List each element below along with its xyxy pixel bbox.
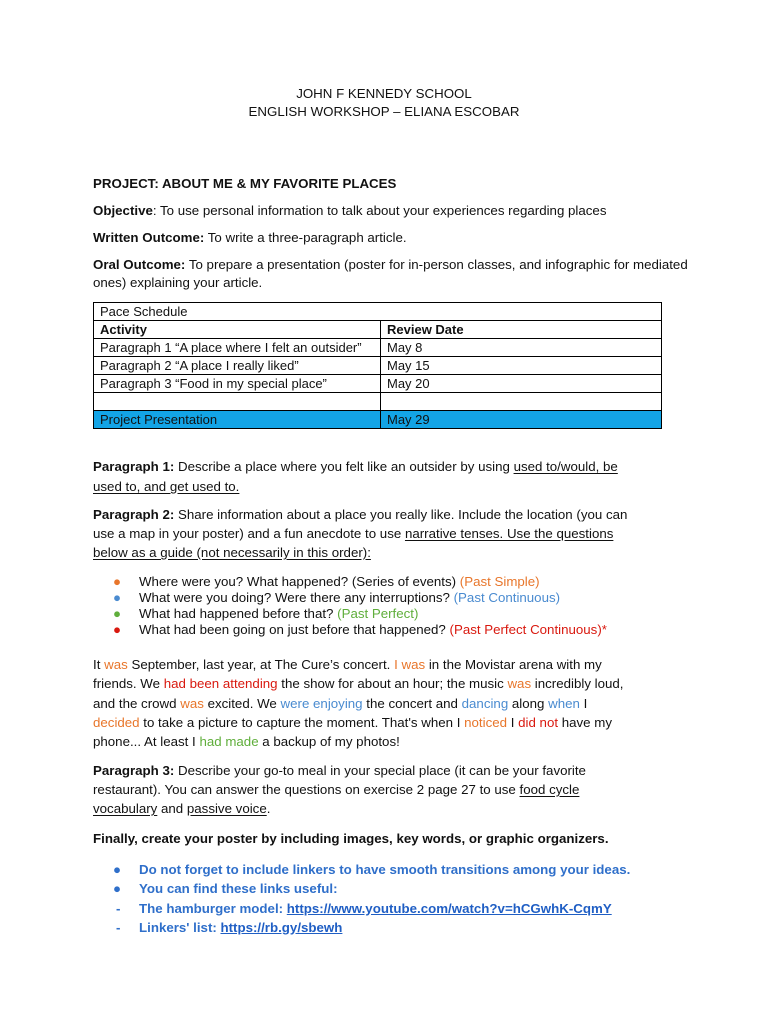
- example-story: [93, 655, 624, 751]
- bullet-icon: ●: [113, 574, 122, 589]
- paragraph1-line1: [93, 459, 618, 474]
- question-text: Where were you? What happened? (Series of events): [139, 574, 460, 589]
- link-label: Linkers' list:: [139, 919, 221, 935]
- list-item: [113, 899, 630, 918]
- tense-label: (Past Continuous): [453, 590, 561, 605]
- date-cell: May 15: [381, 357, 662, 375]
- paragraph2-text: Share information about a place you really like. Include the location (you can: [174, 507, 628, 522]
- tense-label: (Past Simple): [459, 574, 540, 589]
- table-row: [94, 357, 662, 375]
- table-title: Pace Schedule: [94, 303, 662, 321]
- table-row: [94, 375, 662, 393]
- objective-label: Objective: [93, 203, 153, 218]
- pace-schedule-table: [93, 302, 662, 429]
- column-header-activity: Activity: [94, 321, 381, 339]
- bullet-icon: ●: [113, 622, 122, 637]
- date-cell: May 29: [381, 411, 662, 429]
- tense-label: (Past Perfect Continuous)*: [449, 622, 607, 637]
- tip-text: You can find these links useful:: [139, 881, 338, 897]
- paragraph1-label: Paragraph 1:: [93, 459, 175, 474]
- link-label: The hamburger model:: [139, 900, 287, 916]
- column-header-date: Review Date: [381, 321, 662, 339]
- activity-cell: Paragraph 3 “Food in my special place”: [94, 375, 381, 393]
- paragraph2-line3: below as a guide (not necessarily in this order):: [93, 545, 371, 560]
- dash-icon: -: [116, 919, 121, 935]
- paragraph1-text: Describe a place where you felt like an outsider by using: [174, 459, 514, 474]
- final-instruction: Finally, create your poster by including images, key words, or graphic organizers.: [93, 831, 609, 846]
- written-outcome-line: [93, 230, 407, 245]
- activity-cell: [94, 393, 381, 411]
- table-title-row: [94, 303, 662, 321]
- oral-outcome-text-cont: ones) explaining your article.: [93, 275, 263, 290]
- question-text: What were you doing? Were there any interruptions?: [139, 590, 454, 605]
- bullet-icon: ●: [113, 590, 122, 605]
- list-item: [113, 918, 630, 937]
- oral-outcome-text: To prepare a presentation (poster for in-person classes, and infographic for mediated: [185, 257, 688, 272]
- paragraph3-text: Describe your go-to meal in your special place (it can be your favorite: [174, 763, 586, 778]
- paragraph1-grammar: used to/would, be: [513, 459, 618, 474]
- story-line: It was September, last year, at The Cure’s concert. I was in the Movistar arena with my: [93, 657, 602, 672]
- paragraph2-label: Paragraph 2:: [93, 507, 175, 522]
- paragraph3-line3: vocabulary and passive voice.: [93, 801, 271, 816]
- written-outcome-text: To write a three-paragraph article.: [204, 230, 407, 245]
- tip-text: Do not forget to include linkers to have smooth transitions among your ideas.: [139, 862, 631, 877]
- table-row: [94, 339, 662, 357]
- tense-label: (Past Perfect): [337, 606, 419, 621]
- story-line: friends. We had been attending the show for about an hour; the music was incredibly loud,: [93, 676, 624, 692]
- oral-outcome-label: Oral Outcome:: [93, 257, 186, 272]
- story-line: phone... At least I had made a backup of my photos!: [93, 734, 400, 750]
- paragraph3-line2: [93, 782, 579, 797]
- hamburger-model-link[interactable]: https://www.youtube.com/watch?v=hCGwhK-CqmY: [286, 900, 612, 916]
- story-line: and the crowd was excited. We were enjoying the concert and dancing along when I: [93, 695, 588, 711]
- linkers-list-link[interactable]: https://rb.gy/sbewh: [220, 919, 343, 935]
- activity-cell: Paragraph 1 “A place where I felt an outsider”: [94, 339, 381, 357]
- paragraph2-line1: [93, 507, 627, 522]
- table-row-highlighted: [94, 411, 662, 429]
- paragraph3-underlined: vocabulary: [93, 801, 158, 816]
- date-cell: May 8: [381, 339, 662, 357]
- objective-text: : To use personal information to talk about your experiences regarding places: [152, 203, 607, 218]
- paragraph3-line1: [93, 763, 586, 778]
- paragraph3-underlined: passive voice: [186, 801, 267, 816]
- paragraph1-line2: used to, and get used to.: [93, 479, 240, 494]
- bullet-icon: ●: [113, 862, 122, 877]
- question-text: What had been going on just before that happened?: [139, 622, 450, 637]
- list-item: [113, 622, 607, 638]
- bullet-icon: ●: [113, 606, 122, 621]
- question-text: What had happened before that?: [139, 606, 338, 621]
- list-item: [113, 574, 607, 590]
- oral-outcome-line: [93, 257, 688, 272]
- list-item: [113, 879, 630, 898]
- paragraph3-label: Paragraph 3:: [93, 763, 175, 778]
- dash-icon: -: [116, 900, 121, 916]
- table-header-row: [94, 321, 662, 339]
- workshop-title: ENGLISH WORKSHOP – ELIANA ESCOBAR: [248, 104, 520, 119]
- activity-cell: Project Presentation: [94, 411, 381, 429]
- paragraph2-underlined: narrative tenses. Use the questions: [404, 526, 614, 541]
- written-outcome-label: Written Outcome:: [93, 230, 205, 245]
- objective-line: [93, 203, 606, 218]
- bullet-icon: ●: [113, 881, 122, 897]
- paragraph3-text: restaurant). You can answer the questions on exercise 2 page 27 to use: [93, 782, 520, 797]
- table-row-empty: [94, 393, 662, 411]
- date-cell: May 20: [381, 375, 662, 393]
- tips-list: [113, 860, 630, 937]
- paragraph2-line2: [93, 526, 613, 541]
- story-line: decided to take a picture to capture the moment. That's when I noticed I did not have my: [93, 714, 612, 730]
- project-title: PROJECT: ABOUT ME & MY FAVORITE PLACES: [93, 176, 397, 191]
- date-cell: [381, 393, 662, 411]
- activity-cell: Paragraph 2 “A place I really liked”: [94, 357, 381, 375]
- list-item: [113, 590, 607, 606]
- paragraph2-text: use a map in your poster) and a fun anecdote to use: [93, 526, 405, 541]
- list-item: [113, 860, 630, 879]
- question-list: [113, 574, 607, 638]
- paragraph3-underlined: food cycle: [519, 782, 580, 797]
- school-name: JOHN F KENNEDY SCHOOL: [296, 86, 472, 101]
- list-item: [113, 606, 607, 622]
